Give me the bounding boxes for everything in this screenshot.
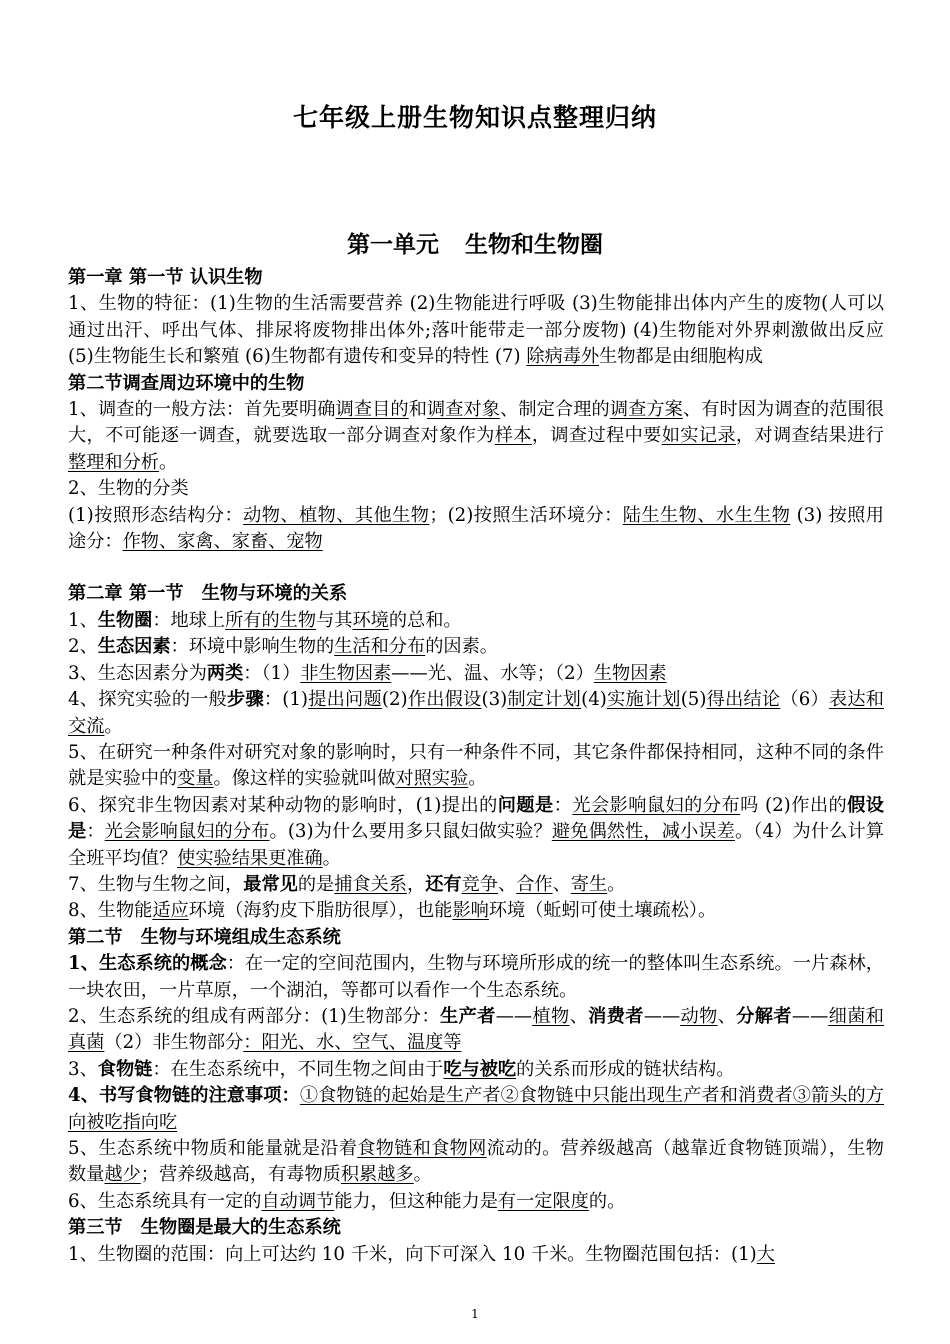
underlined-term: 捕食关系 bbox=[334, 873, 407, 895]
paragraph bbox=[68, 661, 884, 687]
unit-heading bbox=[0, 226, 950, 259]
text: 能力，但这种能力是 bbox=[334, 1190, 498, 1212]
underlined-term: 适应 bbox=[152, 900, 189, 922]
underlined-term: 变量 bbox=[177, 768, 214, 790]
underlined-term: 光会影响鼠妇的分布 bbox=[572, 794, 741, 816]
underlined-term: 如实记录 bbox=[661, 425, 736, 447]
text: 的关系而形成的链状结构。 bbox=[516, 1058, 735, 1080]
underlined-term: 越少 bbox=[104, 1164, 141, 1186]
underlined-term: 动物 bbox=[680, 1005, 718, 1027]
text: ：(1) bbox=[263, 689, 309, 711]
underlined-term: 细菌和真菌 bbox=[68, 1005, 884, 1054]
text: —— bbox=[495, 1005, 533, 1027]
bold-term: 步骤 bbox=[227, 689, 264, 711]
chapter-2-heading: 第二章 第一节 生物与环境的关系 bbox=[68, 583, 348, 605]
text: 生物都是由细胞构成 bbox=[599, 346, 763, 368]
underlined-term: 除病毒外 bbox=[526, 346, 600, 368]
underlined-term: 实施计划 bbox=[606, 689, 681, 711]
text: (5) bbox=[680, 689, 707, 711]
paragraph bbox=[68, 951, 884, 1004]
underlined-term: ：阳光、水、空气、温度等 bbox=[243, 1032, 462, 1054]
underlined-term: 作物、家禽、家畜、宠物 bbox=[122, 531, 323, 553]
paragraph: 2、生物的分类 bbox=[68, 478, 189, 500]
underlined-term: 积累越多 bbox=[340, 1164, 414, 1186]
document-body bbox=[68, 265, 884, 1268]
paragraph bbox=[68, 1242, 884, 1268]
text: ：环境中影响生物的 bbox=[170, 636, 335, 658]
underlined-term: 对照实验 bbox=[395, 768, 469, 790]
section-heading: 第二节 生物与环境组成生态系统 bbox=[68, 926, 341, 948]
underlined-term: 生活和分布 bbox=[334, 636, 426, 658]
text: 3、生态因素分为 bbox=[68, 662, 207, 684]
bold-term: 1、生态系统的概念 bbox=[68, 953, 227, 975]
text: ： bbox=[86, 821, 105, 843]
chapter-1-heading: 第一章 第一节 认识生物 bbox=[68, 267, 263, 288]
text: 、有时因为调查的范围很大，不可能逐一调查，就要选取一部分调查对象作为 bbox=[68, 399, 884, 447]
text: —— bbox=[643, 1005, 681, 1027]
section-heading: 第三节 生物圈是最大的生态系统 bbox=[68, 1217, 341, 1239]
text: 3、 bbox=[68, 1058, 98, 1080]
underlined-term: 得出结论 bbox=[706, 689, 781, 711]
underlined-term: 制定计划 bbox=[507, 689, 582, 711]
text: 。 bbox=[413, 1164, 432, 1186]
text: ；营养级越高，有毒物质 bbox=[140, 1164, 341, 1186]
text: （6） bbox=[780, 689, 829, 711]
text: (4) bbox=[581, 689, 607, 711]
text: 2、生态系统的组成有两部分：(1)生物部分： bbox=[68, 1005, 441, 1027]
text: 1、生物的特征：(1)生物的生活需要营养 (2)生物能进行呼吸 (3)生物能排出体内产生的废物(人可以通过出汗、呼出气体、排尿将废物排出体外;落叶能带走一部分废物) (4)生物能对外界刺激做出反应 (5)生物能生长和繁殖 (6)生物都有遗传和变异的特性 (7) bbox=[68, 293, 884, 368]
text: 1、 bbox=[68, 609, 98, 631]
text: ： bbox=[553, 794, 573, 816]
text: 5、生态系统中物质和能量就是沿着 bbox=[68, 1138, 358, 1159]
text: ，对调查结果进行 bbox=[735, 425, 884, 447]
text: 2、 bbox=[68, 636, 98, 658]
text: 的总和。 bbox=[388, 609, 462, 631]
unit-number: 第一单元 bbox=[347, 231, 439, 258]
underlined-term: 陆生生物、水生生物 bbox=[622, 504, 791, 526]
text: —— bbox=[791, 1005, 829, 1027]
text: (1)按照形态结构分： bbox=[68, 504, 244, 526]
underlined-term: 样本 bbox=[494, 425, 532, 447]
underlined-term: 自动调节 bbox=[261, 1190, 335, 1212]
text: 环境（蚯蚓可使土壤疏松）。 bbox=[488, 900, 717, 922]
paragraph bbox=[68, 1189, 884, 1215]
text: (3) 按照用途分： bbox=[68, 504, 884, 553]
text: 的因素。 bbox=[425, 636, 498, 658]
text: 吗 (2)作出的 bbox=[740, 794, 848, 816]
text: 4、探究实验的一般 bbox=[68, 689, 228, 711]
underlined-term: 使实验结果更准确 bbox=[177, 847, 323, 869]
text: 6、生态系统具有一定的 bbox=[68, 1190, 262, 1212]
bold-term: 生物圈 bbox=[97, 609, 153, 631]
text: ：地球上 bbox=[152, 609, 226, 631]
text: 1、生物圈的范围：向上可达约 10 千米，向下可深入 10 千米。生物圈范围包括：(1) bbox=[68, 1243, 757, 1265]
text: 。 bbox=[158, 451, 178, 473]
bold-term: 还有 bbox=[425, 873, 462, 895]
text: （2）非生物部分 bbox=[104, 1032, 244, 1054]
unit-name: 生物和生物圈 bbox=[465, 231, 603, 258]
bold-term: 问题是 bbox=[497, 794, 554, 816]
text: 。（4）为什么计算全班平均值？ bbox=[68, 821, 884, 869]
bold-term: 假设是 bbox=[68, 794, 884, 843]
underlined-term: 表达和交流 bbox=[68, 689, 884, 737]
text: ：在生态系统中，不同生物之间由于 bbox=[152, 1058, 444, 1080]
document-title: 七年级上册生物知识点整理归纳 bbox=[292, 103, 657, 132]
text: 、 bbox=[569, 1005, 589, 1027]
underlined-term: 寄生 bbox=[570, 873, 608, 895]
paragraph bbox=[68, 397, 884, 476]
paragraph bbox=[68, 634, 884, 660]
text: 的是 bbox=[297, 873, 335, 895]
paragraph bbox=[68, 740, 884, 793]
bold-term: 分解者 bbox=[736, 1005, 792, 1027]
underlined-term: 调查对象 bbox=[427, 399, 501, 421]
underlined-term: 植物 bbox=[532, 1005, 570, 1027]
page-number: 1 bbox=[471, 1307, 479, 1321]
text: 。(3)为什么要用多只鼠妇做实验？ bbox=[269, 821, 552, 843]
paragraph bbox=[68, 898, 884, 924]
paragraph bbox=[68, 872, 884, 898]
text: 7、生物与生物之间， bbox=[68, 873, 244, 895]
paragraph bbox=[68, 1057, 884, 1083]
underlined-term: 调查方案 bbox=[609, 399, 683, 421]
paragraph bbox=[68, 503, 884, 556]
underlined-term: 大 bbox=[756, 1243, 775, 1265]
underlined-term: 避免偶然性，减小误差 bbox=[551, 821, 735, 843]
text: 。 bbox=[104, 715, 123, 737]
underlined-term: 环境 bbox=[352, 609, 389, 631]
text: 和 bbox=[408, 399, 427, 421]
underlined-term: 合作 bbox=[516, 873, 553, 895]
text: (2) bbox=[381, 689, 408, 711]
bold-term: 消费者 bbox=[588, 1005, 644, 1027]
text: 6、探究非生物因素对某种动物的影响时，(1)提出的 bbox=[68, 794, 498, 816]
blank-line bbox=[68, 555, 884, 581]
text: 。 bbox=[468, 768, 487, 790]
underlined-term: 调查目的 bbox=[335, 399, 409, 421]
bold-term: 生态因素 bbox=[97, 636, 171, 658]
paragraph bbox=[68, 608, 884, 634]
bold-term: 4、书写食物链的注意事项： bbox=[68, 1085, 300, 1107]
text: 。 bbox=[322, 847, 341, 869]
underlined-term: 有一定限度 bbox=[497, 1190, 589, 1212]
paragraph bbox=[68, 1004, 884, 1057]
text: 环境（海豹皮下脂肪很厚），也能 bbox=[188, 900, 453, 922]
underlined-term: 生物因素 bbox=[593, 662, 667, 684]
paragraph bbox=[68, 793, 884, 872]
underlined-term: 整理和分析 bbox=[68, 451, 159, 473]
text: ——光、温、水等；（2） bbox=[391, 662, 594, 684]
text: 、 bbox=[717, 1005, 737, 1027]
text: 。 bbox=[607, 873, 626, 895]
text: 与其 bbox=[316, 609, 353, 631]
text: 的。 bbox=[588, 1190, 626, 1212]
text: ；(2)按照生活环境分： bbox=[429, 504, 623, 526]
text: 、 bbox=[552, 873, 571, 895]
text: ，调查过程中要 bbox=[531, 425, 662, 447]
bold-term: 生产者 bbox=[440, 1005, 496, 1027]
text: (3) bbox=[481, 689, 508, 711]
underlined-term: 非生物因素 bbox=[300, 662, 392, 684]
text: 、 bbox=[497, 873, 517, 895]
paragraph bbox=[68, 1136, 884, 1189]
text: ， bbox=[407, 873, 426, 895]
text: 5、在研究一种条件对研究对象的影响时，只有一种条件不同，其它条件都保持相同，这种不同的条件就是实验中的 bbox=[68, 741, 884, 790]
section-heading: 第二节调查周边环境中的生物 bbox=[68, 372, 305, 394]
text: 1、调查的一般方法：首先要明确 bbox=[68, 399, 336, 421]
bold-term: 两类 bbox=[206, 662, 244, 684]
underlined-term: 食物链和食物网 bbox=[357, 1138, 487, 1159]
bold-term: 食物链 bbox=[97, 1058, 153, 1080]
paragraph bbox=[68, 1083, 884, 1136]
underlined-term: 所有的生物 bbox=[225, 609, 317, 631]
underlined-term: 作出假设 bbox=[407, 689, 482, 711]
underlined-term: 光会影响鼠妇的分布 bbox=[104, 821, 270, 843]
underlined-term: 动物、植物、其他生物 bbox=[243, 504, 430, 526]
paragraph bbox=[68, 291, 884, 370]
text: ：（1） bbox=[243, 662, 301, 684]
paragraph bbox=[68, 687, 884, 740]
underlined-term: 竞争 bbox=[461, 873, 498, 895]
text: 。像这样的实验就叫做 bbox=[213, 768, 396, 790]
underlined-term: ①食物链的起始是生产者②食物链中只能出现生产者和消费者③箭头的方向被吃指向吃 bbox=[68, 1085, 884, 1133]
bold-underlined-term: 吃与被吃 bbox=[443, 1058, 517, 1080]
bold-term: 最常见 bbox=[243, 873, 298, 895]
text: ：在一定的空间范围内，生物与环境所形成的统一的整体叫生态系统。一片森林，一块农田，一片草原，一个湖泊，等都可以看作一个生态系统。 bbox=[68, 953, 884, 1001]
underlined-term: 影响 bbox=[452, 900, 489, 922]
underlined-term: 提出问题 bbox=[308, 689, 382, 711]
text: 、制定合理的 bbox=[500, 399, 610, 421]
text: 8、生物能 bbox=[68, 900, 153, 922]
text: 流动的。营养级越高（越靠近食物链顶端），生物数量 bbox=[68, 1138, 884, 1186]
